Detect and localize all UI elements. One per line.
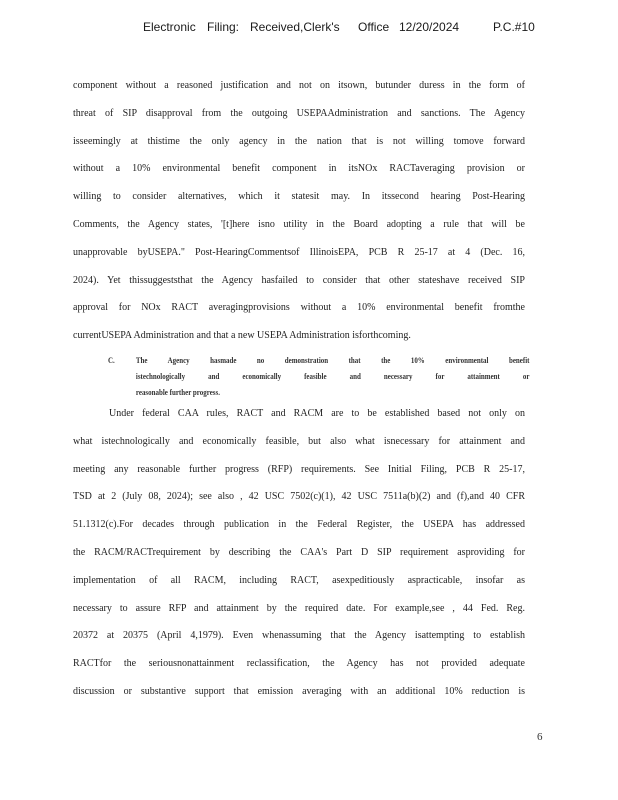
text-line: RACTfor the seriousnonattainment reclassification, the Agency has not provided adequate [73, 658, 525, 670]
header-filing: Filing: [207, 20, 240, 34]
text-line: Under federal CAA rules, RACT and RACM are to be established based not only on [109, 408, 525, 419]
text-line: meeting any reasonable further progress (RFP) requirements. See Initial Filing, PCB R 25-17, [73, 463, 525, 475]
paragraph-continued [73, 72, 525, 350]
page-number: 6 [537, 731, 543, 743]
text-line: isseemingly at thistime the only agency in the nation that is not willing tomove forward [73, 135, 525, 147]
text-line: without a 10% environmental benefit component in itsNOx RACTaveraging provision or [73, 163, 525, 175]
text-line: component without a reasoned justification and not on itsown, butunder duress in the form of [73, 80, 525, 91]
text-line: threat of SIP disapproval from the outgoing USEPAAdministration and sanctions. The Agency [73, 107, 525, 119]
text-line: unapprovable byUSEPA." Post-HearingCommentsof IllinoisEPA, PCB R 25-17 at 4 (Dec. 16, [73, 246, 525, 258]
text-line: currentUSEPA Administration and that a new USEPA Administration isforthcoming. [73, 330, 411, 342]
paragraph-racm-ract [73, 400, 525, 706]
text-line: the RACM/RACTrequirement by describing the CAA's Part D SIP requirement asproviding for [73, 546, 525, 558]
text-line: willing to consider alternatives, which it statesit may. In itssecond hearing Post-Hearing [73, 191, 525, 203]
text-line: what istechnologically and economically feasible, but also what isnecessary for attainment and [73, 435, 525, 447]
text-line: TSD at 2 (July 08, 2024); see also , 42 USC 7502(c)(1), 42 USC 7511a(b)(2) and (f),and 40 CFR [73, 491, 525, 503]
text-line: implementation of all RACM, including RACT, asexpeditiously aspracticable, insofar as [73, 574, 525, 586]
header-date: 12/20/2024 [399, 20, 460, 34]
filing-header [0, 20, 618, 38]
header-electronic: Electronic [143, 20, 196, 34]
text-line: 51.1312(c).For decades through publication in the Federal Register, the USEPA has addressed [73, 519, 525, 531]
header-received-clerks: Received,Clerk's [250, 20, 340, 34]
text-line: approval for NOx RACT averagingprovisions without a 10% environmental benefit fromthe [73, 302, 525, 314]
heading-line: istechnologically and economically feasible and necessary for attainment or [135, 371, 530, 381]
text-line: discussion or substantive support that emission averaging with an additional 10% reduction is [73, 685, 525, 697]
text-line: 20372 at 20375 (April 4,1979). Even whenassuming that the Agency isattempting to establish [73, 630, 525, 642]
heading-line: reasonable further progress. [135, 387, 220, 397]
text-line: necessary to assure RFP and attainment by the required date. For example,see , 44 Fed. Reg. [73, 602, 525, 614]
header-office: Office [358, 20, 390, 34]
header-pc-number: P.C.#10 [493, 20, 535, 34]
heading-line: The Agency hasmade no demonstration that the 10% environmental benefit [135, 355, 530, 365]
text-line: Comments, the Agency states, '[t]here isno utility in the Board adopting a rule that will be [73, 218, 525, 230]
section-heading-c [108, 352, 530, 400]
section-letter: C. [108, 355, 115, 365]
text-line: 2024). Yet thissuggeststhat the Agency hasfailed to consider that other stateshave received SIP [73, 274, 525, 286]
